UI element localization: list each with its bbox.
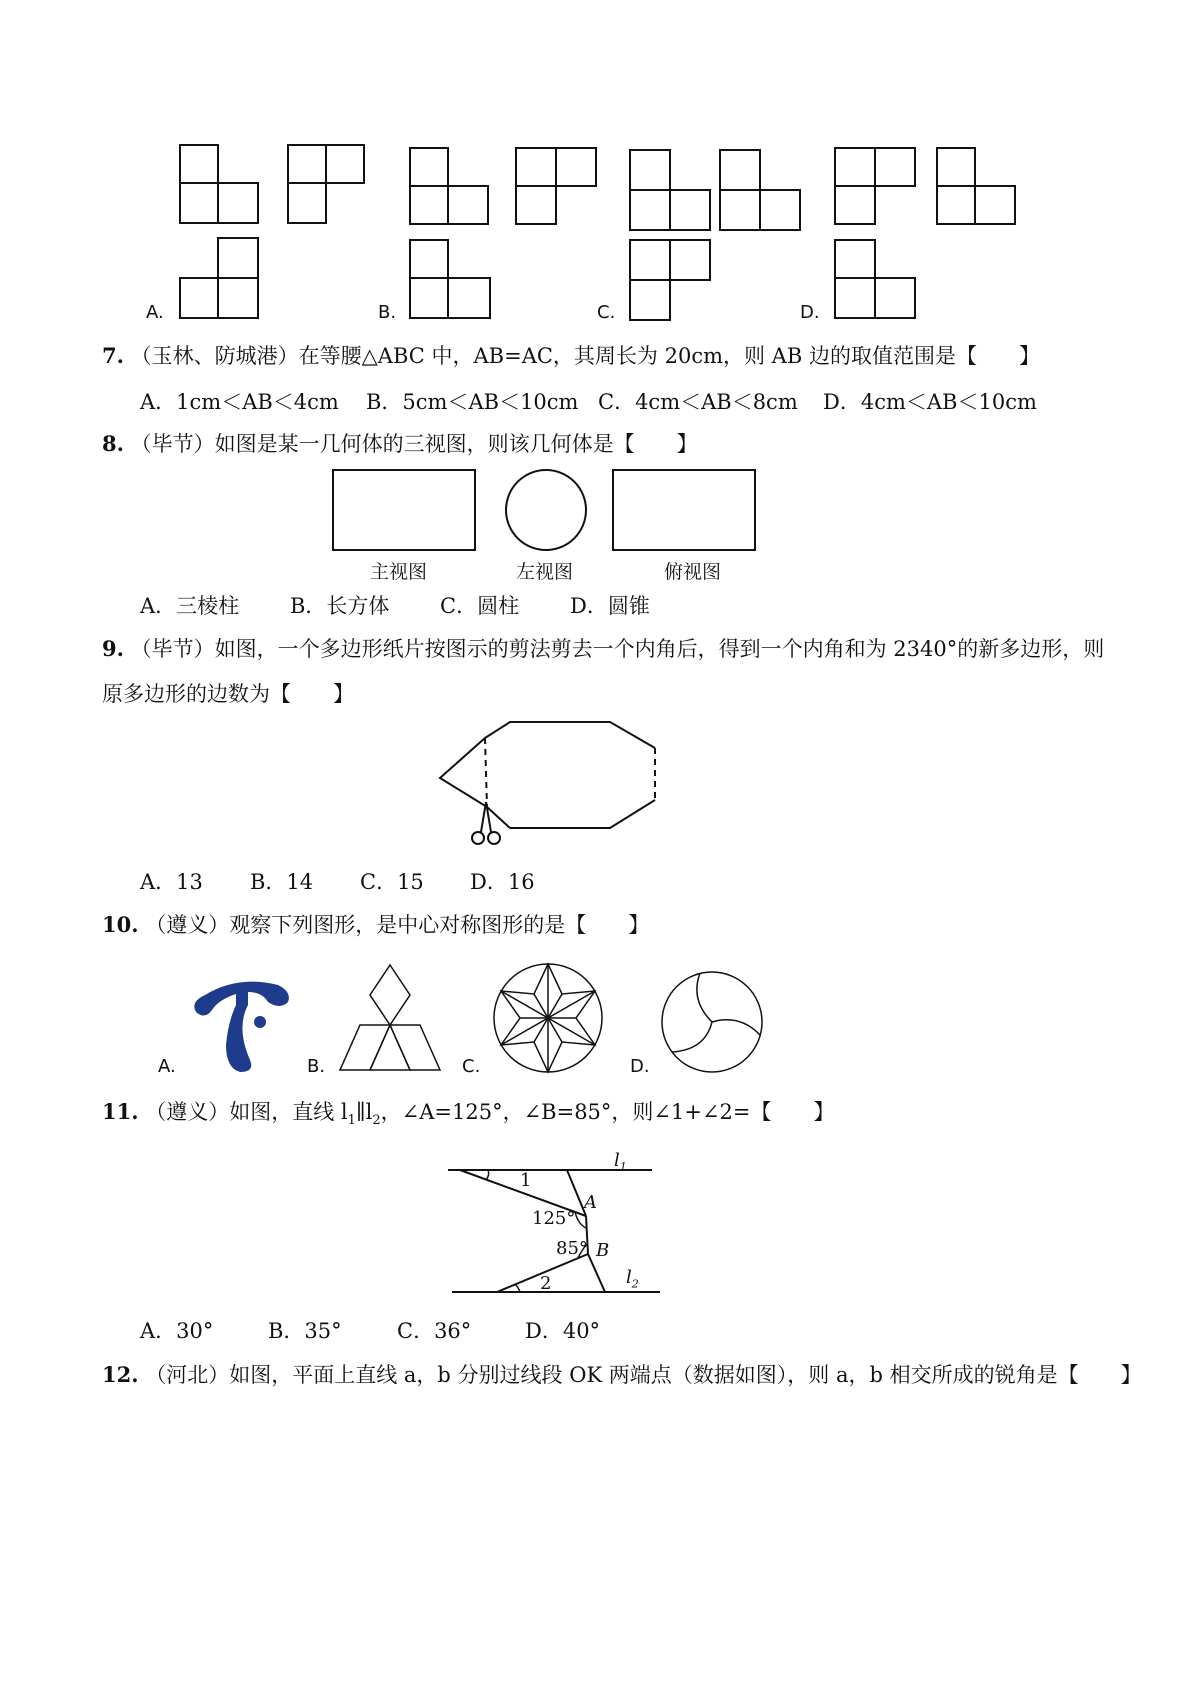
q9-polygon-outline <box>485 722 655 748</box>
q10-option-c-star-circle <box>494 964 602 1072</box>
q11-option-d: D．40° <box>525 1319 601 1343</box>
q11-number: 11. <box>102 1099 139 1124</box>
q7-question <box>102 342 1040 370</box>
q11-label-point-b: B <box>596 1240 610 1261</box>
q8-side-view-circle <box>506 470 586 550</box>
q6-option-b-letter: B. <box>378 302 397 323</box>
q6-option-a-net <box>180 145 364 318</box>
q8-option-b: B．长方体 <box>290 594 390 618</box>
q10-option-d-arc-circle <box>662 972 762 1072</box>
q10-question <box>102 911 649 939</box>
q11-label-angle-a: 125° <box>532 1208 576 1229</box>
q10-option-c-letter: C. <box>462 1056 481 1077</box>
q11-label-point-a: A <box>584 1192 597 1213</box>
q8-option-c: C．圆柱 <box>440 594 520 618</box>
q11-parallel-lines-figure <box>0 1140 1200 1310</box>
q12-question <box>102 1361 1142 1389</box>
q11-option-a: A．30° <box>140 1319 214 1343</box>
q10-option-b-letter: B. <box>307 1056 326 1077</box>
q6-option-a-letter: A. <box>146 302 164 323</box>
q7-number: 7. <box>102 343 124 368</box>
q9-question-line2: 原多边形的边数为【 】 <box>102 682 354 706</box>
q11-sub1: 1 <box>347 1113 356 1129</box>
q7-option-d: D．4cm＜AB＜10cm <box>823 390 1037 414</box>
q6-option-b-net <box>410 148 596 318</box>
q9-option-a: A．13 <box>140 870 203 894</box>
q11-angle2-arc <box>514 1284 520 1292</box>
q8-text: （毕节）如图是某一几何体的三视图，则该几何体是【 】 <box>130 432 698 456</box>
q9-number: 9. <box>102 636 124 661</box>
scissors-icon <box>472 802 500 844</box>
q8-front-view-rect <box>333 470 475 550</box>
q8-three-views-figure <box>0 460 1200 600</box>
q10-option-d-letter: D. <box>630 1056 650 1077</box>
q8-label-side-view: 左视图 <box>516 561 574 583</box>
q11-label-l2: $l_2$ <box>626 1267 639 1291</box>
q8-number: 8. <box>102 431 124 456</box>
q11-option-b: B．35° <box>268 1319 342 1343</box>
q9-option-c: C．15 <box>360 870 424 894</box>
q11-option-c: C．36° <box>397 1319 472 1343</box>
q9-question-line1 <box>102 635 1104 663</box>
q8-label-top-view: 俯视图 <box>664 561 722 583</box>
q7-option-b: B．5cm＜AB＜10cm <box>366 390 579 414</box>
q9-polygon-outline-bottom <box>487 800 655 828</box>
q9-polygon-figure <box>0 710 1200 870</box>
q11-question <box>102 1098 835 1135</box>
q10-text: （遵义）观察下列图形，是中心对称图形的是【 】 <box>145 913 650 937</box>
q6-option-c-letter: C. <box>597 302 616 323</box>
q9-text-line1: （毕节）如图，一个多边形纸片按图示的剪法剪去一个内角后，得到一个内角和为 2340°的新多边形，则 <box>130 637 1105 661</box>
q10-option-a-logo-icon <box>194 982 289 1072</box>
q7-text: （玉林、防城港）在等腰△ABC 中，AB=AC，其周长为 20cm，则 AB 边的取值范围是【 】 <box>130 344 1040 368</box>
q8-label-front-view: 主视图 <box>370 561 428 583</box>
q9-cut-line-dashed <box>485 738 487 807</box>
q10-figures <box>0 950 1200 1090</box>
q6-option-d-net <box>835 148 1015 318</box>
q12-number: 12. <box>102 1362 139 1387</box>
q9-cut-corner <box>440 738 487 807</box>
q6-option-d-letter: D. <box>800 302 820 323</box>
q11-label-angle2: 2 <box>540 1273 552 1294</box>
q9-option-d: D．16 <box>470 870 535 894</box>
q11-label-l1: $l_1$ <box>614 1150 627 1174</box>
q11-text-mid: ∥l <box>355 1100 373 1124</box>
q12-text: （河北）如图，平面上直线 a，b 分别过线段 OK 两端点（数据如图），则 a，b 相交所成的锐角是【 】 <box>145 1363 1142 1387</box>
q11-angle1-arc <box>486 1170 489 1180</box>
q11-label-angle1: 1 <box>520 1170 532 1191</box>
q10-number: 10. <box>102 912 139 937</box>
q11-label-angle-b: 85° <box>556 1238 588 1259</box>
q8-option-d: D．圆锥 <box>570 594 650 618</box>
q8-top-view-rect <box>613 470 755 550</box>
q10-option-b-rhombi <box>340 965 440 1070</box>
q8-option-a: A．三棱柱 <box>140 594 240 618</box>
q7-option-c: C．4cm＜AB＜8cm <box>598 390 798 414</box>
q6-option-c-net <box>630 150 800 320</box>
q11-text-pre: （遵义）如图，直线 l <box>145 1100 348 1124</box>
q11-text-post: ，∠A=125°，∠B=85°，则∠1+∠2=【 】 <box>380 1100 835 1124</box>
q11-sub2: 2 <box>372 1113 381 1129</box>
q8-question <box>102 430 698 458</box>
q10-option-a-letter: A. <box>158 1056 176 1077</box>
q9-option-b: B．14 <box>250 870 314 894</box>
q7-option-a: A．1cm＜AB＜4cm <box>140 390 339 414</box>
